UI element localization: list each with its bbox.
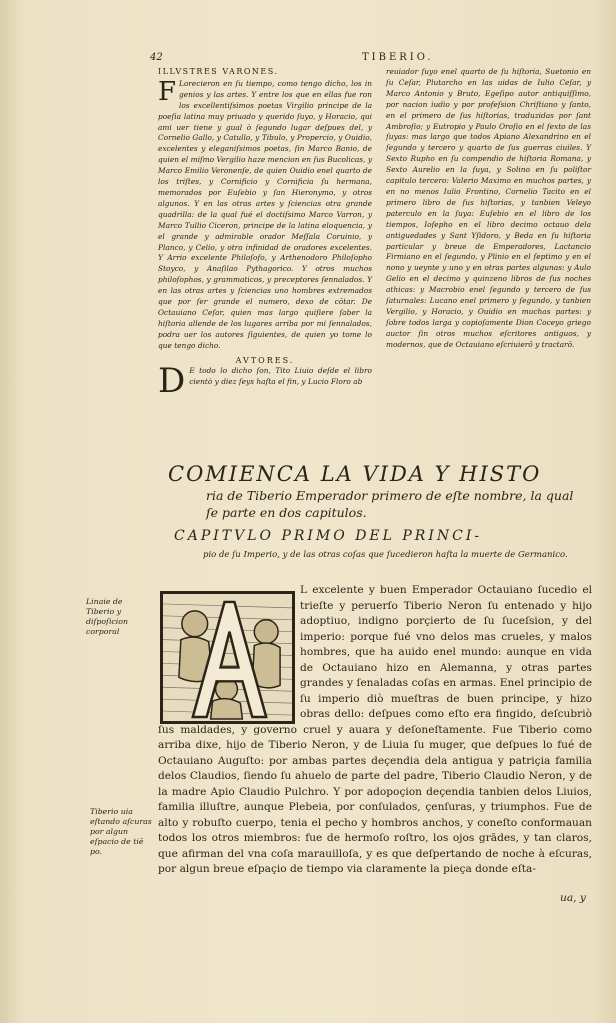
title-line-2: ria de Tiberio Emperador primero de eſte nombre, la qual ſe parte en dos capitulos.	[206, 488, 574, 520]
catchword: ua, y	[560, 892, 586, 904]
page-number: 42	[150, 52, 163, 63]
chapter-heading: CAPITVLO PRIMO DEL PRINCI-	[174, 528, 483, 544]
chapter-subheading: pio de ſu Imperio, y de las otras coſas que ſucedieron haſta la muerte de Germanico.	[203, 550, 568, 560]
margin-note-night-vision: Tiberio uia eſtando aſcuras por algun eſpacio de tiē po.	[90, 807, 152, 856]
left-column	[158, 67, 372, 402]
left-column-text	[158, 76, 372, 352]
decorated-initial-a	[160, 591, 295, 724]
right-column-text: reuiador ſuyo enel quarto de ſu hiſtoria, Suetonio en ſu Ceſar, Plutarcho en las uidas de Iulio Ceſar, y Marco Antonio y Bruto, Egeſipo autor antiquiſſimo, por nacion iudio y por profeſsion Chriſtiano y ſanto, en el primero de ſus hiſtorias, traduzidas por ſant Ambroſio; y Eutropio y Paulo Oroſio en el ſexto de las ſuyas: mas largo que todos Apiano Alexandrino en el ſegundo y tercero y quarto de ſus guerras ciuiles. Y Sexto Rupho en ſu compendio de hiſtoria Romana, y Sexto Aurelio en la ſuya, y Solino en ſu poliſtor capitulo tercero: Valerio Maximo en muchos partes, y en no menos Iulio Frontino, Cornelio Tacito en el primero libro de ſus hiſtorias, y tanbien Veleyo paterculo en la ſuya: Euſebio en el libro de los tiempos, Ioſepho en el libro decimo octauo dela antiguedades y Sant Yſidoro, y Beda en ſu hiſtoria particular y breue de Emperadores, Lactancio Firmiano en el ſegundo, y Plinio en el ſeptimo y en el nono y ueynte y uno y en otras partes algunas: y Aulo Gelio en el decimo y quinzeno libros de ſus noches athicas: y Macrobio enel ſegundo y tercero de ſus ſaturnales: Lucano enel primero y ſegundo, y tanbien Vergilio, y Horacio, y Ouidio en muchas partes: y ſobre todos larga y copioſamente Dion Coceyo griego auctor ſin otros muchos eſcritores antiguos, y modernos, que de Octauiano eſcriuierō y tractarō.	[386, 67, 591, 349]
margin-note-lineage: Linaie de Tiberio y diſpoſicion corporal	[86, 597, 129, 636]
page-header	[150, 52, 590, 66]
drop-cap-f: F	[158, 76, 177, 107]
autores-text	[158, 361, 372, 402]
right-column	[386, 67, 591, 351]
autores-heading: AVTORES.	[235, 355, 295, 365]
woodcut-initial-icon	[163, 594, 292, 721]
left-text-body: Lorecieron en ſu tiempo, como tengo dicho, los in genios y las artes. Y entre los que en ellas fue ron los excellentiſsimos poetas Virgilio principe de la poeſia latina muy priuado y querido ſuyo, y Horacio, qui ami uer tiene y gual ò ſegundo lugar deſpues del, y Cornelio Gallo, y Catullo, y Tibulo, y Propercio, y Ouidio, excelentes y eleganiſsimos poetas, ſin Marco Banio, de quien el miſmo Vergilio haze mencion en ſus Bucolicas, y Marco Emilio Veronenſe, de quien Ouidio enel quarto de los triſtes, y Cornificio y Cornificia ſu hermana, memorados por Euſebio y ſan Hieronymo, y otros algunos. Y en las otras artes y ſciencias otra grande quadrilla: de la qual fué el doctiſsimo Marco Varron, y Marco Tullio Ciceron, principe de la latina eloquencia, y el grande y admirable orador Meſſala Coruinio, y Planco, y Celio, y otra infinidad de oradores excelentes. Y Arrio excelente Philoſofo, y Arthenodoro Philoſopho Stoyco, y Anaſilao Pythagorico. Y otros muchos philoſophos, y grammaticos, y preceptores ſennalados. Y en las otras artes y ſciencias uno hombres extremados que por ſer grande el numero, dexo de cōtar. De Octauiano Ceſar, quien mas largo quiſiere ſaber la hiſtoria allende de los lugares arriba por mi ſennalados, podra uer los autores ſiguientes, de quien yo tome lo que tengo dicho.	[158, 78, 372, 350]
drop-cap-d: D	[158, 361, 186, 402]
autores-body: E todo lo dicho ſon, Tito Liuio deſde el libro cientò y diez ſeys haſta el fin, y Lucio Floro ab	[189, 366, 372, 387]
running-head: TIBERIO.	[362, 52, 434, 63]
title-line-1: COMIENCA LA VIDA Y HISTO	[168, 462, 542, 486]
main-body-text: L excelente y buen Emperador Octauiano ſucedio el trieſte y peruerſo Tiberio Neron ſu entenado y hijo adoptiuo, indigno porçierto de ſu ſuceſsion, y del imperio: porque fué vno delos mas crueles, y malos hombres, que ha auido enel mundo: aunque en vida de Octauiano hizo en Alemanna, y otras partes grandes y ſenaladas coſas en armas. Enel principio de ſu imperio diò mueſtras de buen principe, y hizo obras dello: deſpues como eſto era fingido, deſcubriò ſus maldades, y governo cruel y auara y deſoneſtamente. Fue Tiberio como arriba dixe, hijo de Tiberio Neron, y de Liuia ſu muger, que deſpues lo fué de Octauiano Auguſto: por ambas partes deçendia dela antigua y patriçia familia delos Claudios, ſiendo ſu ahuelo de parte del padre, Tiberio Claudio Neron, y de la madre Apio Claudio Pulchro. Y por adopoçion deçendia tanbien delos Liuios, familia illuſtre, aunque Plebeia, por conſulados, çenſuras, y triumphos. Fue de alto y robuſto cuerpo, tenia el pecho y hombros anchos, y coneſto conformauan todos los otros miembros: fue de hermoſo roſtro, los ojos grādes, y tan claros, que afirman del vna coſa marauilloſa, y es que deſpertando de noche à eſcuras, por algun breue eſpaçio de tiempo via claramente la pieça donde eſta-	[158, 584, 592, 875]
left-subheading: ILLVSTRES VARONES.	[158, 67, 279, 76]
